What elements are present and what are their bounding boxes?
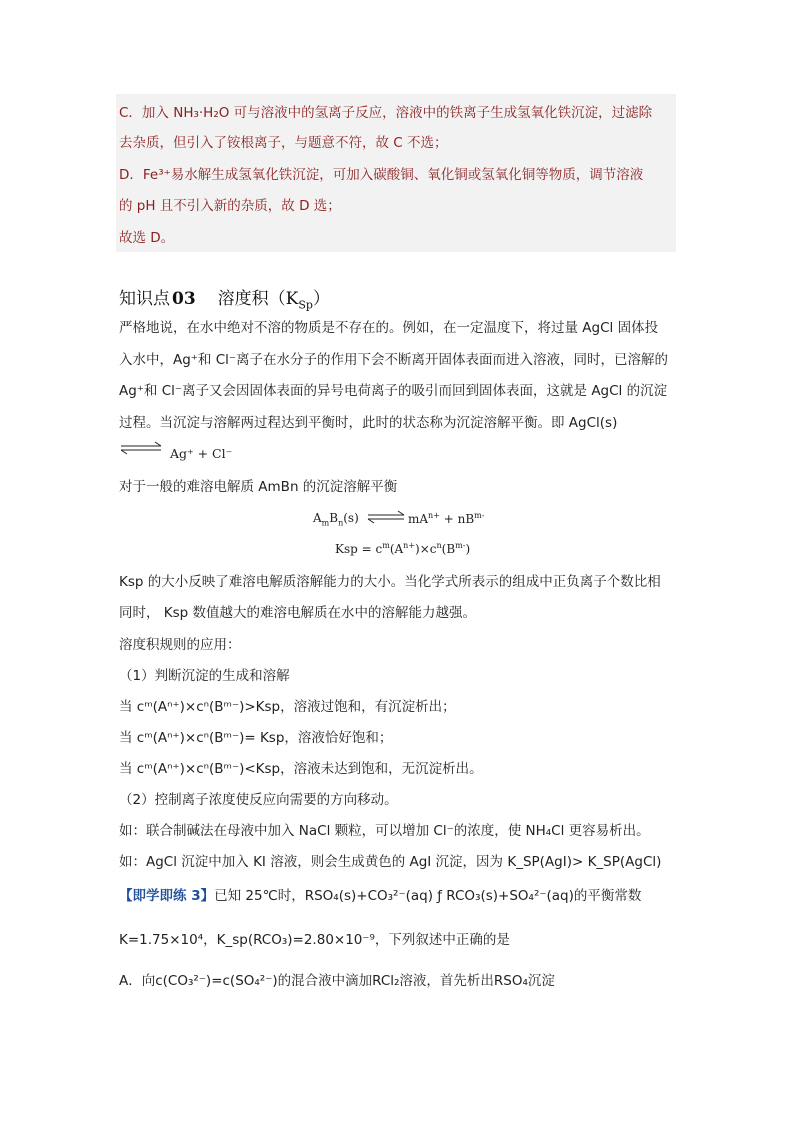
paragraph-1-line-3: Ag⁺和 Cl⁻离子又会因固体表面的异号电荷离子的吸引而回到固体表面，这就是 AgCl 的沉淀 bbox=[119, 383, 668, 399]
section-heading bbox=[119, 284, 330, 311]
rule-1-case-3: 当 cᵐ(Aⁿ⁺)×cⁿ(Bᵐ⁻)<Ksp，溶液未达到饱和，无沉淀析出。 bbox=[119, 761, 483, 777]
exercise-line-2: K=1.75×10⁴，K_sp(RCO₃)=2.80×10⁻⁹，下列叙述中正确的是 bbox=[119, 932, 510, 948]
example-2: 如：AgCl 沉淀中加入 KI 溶液，则会生成黄色的 AgI 沉淀，因为 K_SP(AgI)> K_SP(AgCl) bbox=[119, 854, 662, 870]
equilibrium-arrow-icon-2 bbox=[366, 510, 406, 524]
rule-1-case-1: 当 cᵐ(Aⁿ⁺)×cⁿ(Bᵐ⁻)>Ksp，溶液过饱和，有沉淀析出； bbox=[119, 699, 456, 715]
paragraph-4: 溶度积规则的应用： bbox=[119, 637, 241, 653]
answer-option-d-line1: D．Fe³⁺易水解生成氢氧化铁沉淀，可加入碳酸铜、氧化铜或氢氧化铜等物质，调节溶液 bbox=[119, 167, 644, 183]
equation-dissolution-right: $mA^{n+} + nB^{m-}$ bbox=[408, 511, 485, 526]
heading-close: ） bbox=[312, 289, 330, 309]
paragraph-1-line-2: 入水中，Ag⁺和 Cl⁻离子在水分子的作用下会不断离开固体表面而进入溶液，同时，已溶解的 bbox=[119, 352, 669, 368]
answer-option-c-line2: 去杂质，但引入了铵根离子，与题意不符，故 C 不选； bbox=[119, 135, 448, 151]
exercise-text-1: 已知 25℃时，RSO₄(s)+CO₃²⁻(aq) ƒ RCO₃(s)+SO₄²⁻(aq)的平衡常数 bbox=[214, 888, 642, 904]
equation-dissolution-left: $A_mB_n(s)$ bbox=[313, 511, 359, 528]
paragraph-3-line-1: Ksp 的大小反映了难溶电解质溶解能力的大小。当化学式所表示的组成中正负离子个数比相 bbox=[119, 574, 661, 590]
heading-number: 03 bbox=[172, 289, 196, 309]
heading-title: 溶度积（K bbox=[217, 289, 299, 309]
equation-ksp: Ksp = $c^m(A^{n+})\times c^n(B^{m-})$ bbox=[335, 541, 471, 556]
paragraph-1-line-4: 过程。当沉淀与溶解两过程达到平衡时，此时的状态称为沉淀溶解平衡。即 AgCl(s) bbox=[119, 415, 618, 431]
answer-conclusion: 故选 D。 bbox=[119, 230, 175, 246]
equilibrium-arrow-icon bbox=[119, 441, 163, 455]
paragraph-1-ions: Ag⁺ + Cl⁻ bbox=[170, 446, 233, 461]
rule-2-heading: （2）控制离子浓度使反应向需要的方向移动。 bbox=[119, 792, 398, 808]
exercise-line-1 bbox=[119, 886, 641, 906]
rule-1-heading: （1）判断沉淀的生成和溶解 bbox=[119, 668, 290, 684]
paragraph-1-line-1: 严格地说，在水中绝对不溶的物质是不存在的。例如，在一定温度下，将过量 AgCl 固体投 bbox=[119, 320, 659, 336]
heading-prefix: 知识点 bbox=[119, 289, 170, 309]
answer-option-c-line1: C．加入 NH₃·H₂O 可与溶液中的氢离子反应，溶液中的铁离子生成氢氧化铁沉淀，过滤除 bbox=[119, 105, 653, 121]
rule-1-case-2: 当 cᵐ(Aⁿ⁺)×cⁿ(Bᵐ⁻)= Ksp，溶液恰好饱和； bbox=[119, 730, 393, 746]
paragraph-2: 对于一般的难溶电解质 AmBn 的沉淀溶解平衡 bbox=[119, 479, 398, 495]
exercise-option-a: A．向c(CO₃²⁻)=c(SO₄²⁻)的混合液中滴加RCl₂溶液，首先析出RSO₄沉淀 bbox=[119, 973, 555, 989]
paragraph-3-line-2: 同时， Ksp 数值越大的难溶电解质在水中的溶解能力越强。 bbox=[119, 605, 477, 621]
example-1: 如：联合制碱法在母液中加入 NaCl 颗粒，可以增加 Cl⁻的浓度，使 NH₄Cl 更容易析出。 bbox=[119, 823, 650, 839]
answer-option-d-line2: 的 pH 且不引入新的杂质，故 D 选； bbox=[119, 198, 341, 214]
heading-subscript: Sp bbox=[298, 298, 313, 312]
exercise-tag: 【即学即练 3】 bbox=[119, 888, 215, 904]
